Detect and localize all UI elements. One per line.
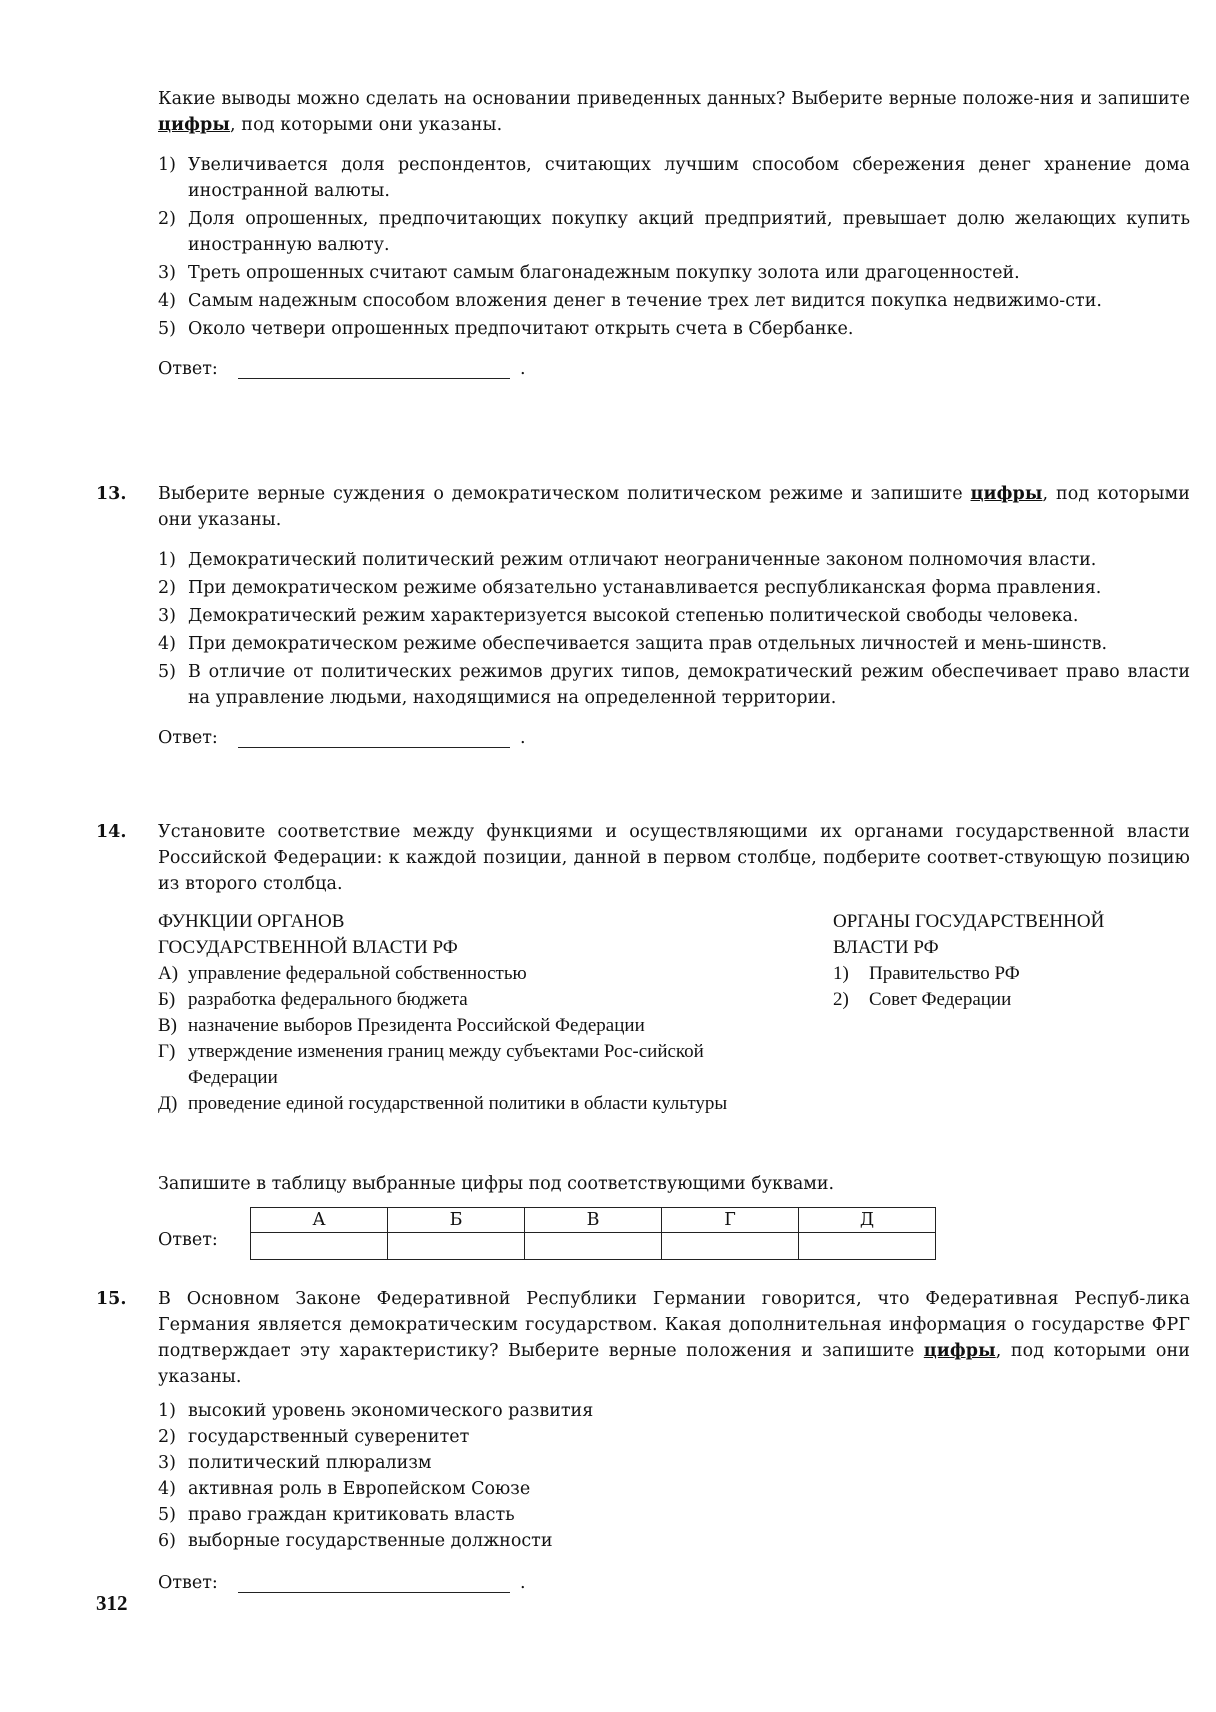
answer-line[interactable] (238, 1592, 510, 1593)
question-14 (158, 819, 1190, 1269)
answer-label: Ответ: (158, 728, 218, 748)
item-letter: Г) (158, 1041, 176, 1062)
q15-keyword: цифры (923, 1341, 996, 1361)
function-item (158, 1013, 793, 1039)
q12-option (158, 260, 1190, 286)
q13-option (158, 603, 1190, 629)
answer-label: Ответ: (158, 1573, 218, 1593)
q15-options (158, 1398, 1190, 1554)
answer-table-header: Г (662, 1208, 799, 1233)
option-text: Треть опрошенных считают самым благонадежным покупку золота или драгоценностей. (188, 263, 1020, 283)
q13-option (158, 659, 1190, 711)
q14-matching-columns (158, 909, 1190, 1161)
answer-table-header: В (525, 1208, 662, 1233)
option-number: 5) (158, 319, 176, 339)
answer-line[interactable] (238, 747, 510, 748)
answer-table-header: Б (388, 1208, 525, 1233)
option-number: 6) (158, 1531, 176, 1551)
q12-option (158, 288, 1190, 314)
q13-intro (158, 481, 1190, 533)
item-text: назначение выборов Президента Российской Федерации (188, 1015, 645, 1036)
option-text: Демократический политический режим отличают неограниченные законом полномочия власти. (188, 550, 1097, 570)
option-text: При демократическом режиме обязательно устанавливается республиканская форма правления. (188, 578, 1102, 598)
item-text: Правительство РФ (869, 963, 1020, 984)
answer-table-header-row (251, 1208, 936, 1233)
option-number: 3) (158, 606, 176, 626)
q14-answer (158, 1207, 1190, 1269)
item-text: разработка федерального бюджета (188, 989, 468, 1010)
item-text: Совет Федерации (869, 989, 1012, 1010)
functions-heading-line-2: ГОСУДАРСТВЕННОЙ ВЛАСТИ РФ (158, 937, 458, 958)
organs-list (833, 961, 1193, 1013)
answer-cell[interactable] (662, 1233, 799, 1260)
q15-number: 15. (96, 1289, 127, 1309)
q12-answer (158, 356, 1190, 386)
option-number: 2) (158, 578, 176, 598)
function-item (158, 1039, 793, 1091)
q12-options (158, 152, 1190, 342)
answer-dot: . (520, 728, 526, 748)
option-number: 5) (158, 1505, 176, 1525)
option-number: 1) (158, 550, 176, 570)
functions-list (158, 961, 793, 1117)
q13-intro-text: Выберите верные суждения о демократическом политическом режиме и запишите (158, 484, 963, 504)
option-text: высокий уровень экономического развития (188, 1401, 594, 1421)
q15-option (158, 1502, 1190, 1528)
function-item (158, 987, 793, 1013)
functions-heading-line-1: ФУНКЦИИ ОРГАНОВ (158, 911, 345, 932)
option-number: 4) (158, 634, 176, 654)
option-text: Самым надежным способом вложения денег в течение трех лет видится покупка недвижимо-сти. (188, 291, 1102, 311)
q14-instruction: Запишите в таблицу выбранные цифры под соответствующими буквами. (158, 1174, 835, 1194)
item-number: 1) (833, 963, 849, 984)
item-text: утверждение изменения границ между субъектами Рос-сийской Федерации (188, 1041, 704, 1088)
q15-option (158, 1528, 1190, 1554)
option-number: 4) (158, 1479, 176, 1499)
answer-table-header: А (251, 1208, 388, 1233)
answer-label: Ответ: (158, 359, 218, 379)
q14-organs-column (833, 909, 1193, 1013)
option-number: 3) (158, 263, 176, 283)
option-text: Доля опрошенных, предпочитающих покупку акций предприятий, превышает долю желающих купить иностранную валюту. (188, 209, 1190, 255)
option-text: политический плюрализм (188, 1453, 432, 1473)
q14-functions-column (158, 909, 793, 1117)
option-number: 2) (158, 1427, 176, 1447)
q15-option (158, 1424, 1190, 1450)
item-letter: Б) (158, 989, 176, 1010)
q12-option (158, 316, 1190, 342)
q13-option (158, 575, 1190, 601)
item-text: проведение единой государственной политики в области культуры (188, 1093, 728, 1114)
q13-options (158, 547, 1190, 711)
organ-item (833, 961, 1193, 987)
q12-option (158, 152, 1190, 204)
q13-number: 13. (96, 484, 127, 504)
q15-intro-text: В Основном Законе Федеративной Республики Германии говорится, что Федеративная Респуб-лика Германия является демократическим государством. Какая дополнительная информация о государстве ФРГ подтверждает эту характеристику? Выберите верные положения и запишите (158, 1289, 1190, 1361)
option-text: Демократический режим характеризуется высокой степенью политической свободы человека. (188, 606, 1079, 626)
question-12 (158, 86, 1190, 386)
q12-intro-tail: , под которыми они указаны. (229, 115, 503, 135)
option-number: 1) (158, 155, 176, 175)
q12-keyword: цифры (158, 115, 230, 135)
function-item (158, 1091, 793, 1117)
organs-heading-line-2: ВЛАСТИ РФ (833, 937, 939, 958)
answer-cell[interactable] (525, 1233, 662, 1260)
option-number: 3) (158, 1453, 176, 1473)
answer-label: Ответ: (158, 1230, 218, 1250)
answer-cell[interactable] (251, 1233, 388, 1260)
q15-option (158, 1476, 1190, 1502)
q13-keyword: цифры (970, 484, 1043, 504)
answer-table (250, 1207, 936, 1260)
question-13 (158, 481, 1190, 755)
q15-intro-tail: , под которыми они указаны. (158, 1341, 1190, 1387)
option-text: право граждан критиковать власть (188, 1505, 515, 1525)
option-number: 5) (158, 662, 176, 682)
option-text: При демократическом режиме обеспечивается защита прав отдельных личностей и мень-шинств. (188, 634, 1108, 654)
item-letter: В) (158, 1015, 177, 1036)
page-number: 312 (96, 1591, 128, 1615)
q13-option (158, 631, 1190, 657)
option-number: 4) (158, 291, 176, 311)
option-text: Увеличивается доля респондентов, считающих лучшим способом сбережения денег хранение дома иностранной валюты. (188, 155, 1190, 201)
q13-option (158, 547, 1190, 573)
item-text: управление федеральной собственностью (188, 963, 527, 984)
option-text: государственный суверенитет (188, 1427, 470, 1447)
q15-answer (158, 1570, 1190, 1600)
q14-number: 14. (96, 822, 127, 842)
option-number: 1) (158, 1401, 176, 1421)
q15-intro (158, 1286, 1190, 1390)
q15-option (158, 1450, 1190, 1476)
answer-line[interactable] (238, 378, 510, 379)
answer-dot: . (520, 359, 526, 379)
item-number: 2) (833, 989, 849, 1010)
q13-answer (158, 725, 1190, 755)
item-letter: Д) (158, 1093, 178, 1114)
question-15 (158, 1286, 1190, 1600)
q13-intro-tail: , под которыми они указаны. (158, 484, 1190, 530)
q12-intro-text: Какие выводы можно сделать на основании приведенных данных? Выберите верные положе-ния и запишите (158, 89, 1190, 109)
q12-option (158, 206, 1190, 258)
answer-table-header: Д (799, 1208, 936, 1233)
option-text: активная роль в Европейском Союзе (188, 1479, 531, 1499)
function-item (158, 961, 793, 987)
option-text: выборные государственные должности (188, 1531, 553, 1551)
item-letter: А) (158, 963, 179, 984)
organs-heading-line-1: ОРГАНЫ ГОСУДАРСТВЕННОЙ (833, 911, 1105, 932)
organ-item (833, 987, 1193, 1013)
answer-dot: . (520, 1573, 526, 1593)
q12-intro (158, 86, 1190, 138)
q14-intro: Установите соответствие между функциями и осуществляющими их органами государственной власти Российской Федерации: к каждой позиции, данной в первом столбце, подберите соответ-ствующую позицию из второго столбца. (158, 822, 1190, 894)
answer-table-input-row (251, 1233, 936, 1260)
answer-cell[interactable] (799, 1233, 936, 1260)
answer-cell[interactable] (388, 1233, 525, 1260)
option-text: Около четвери опрошенных предпочитают открыть счета в Сбербанке. (188, 319, 854, 339)
q15-option (158, 1398, 1190, 1424)
option-text: В отличие от политических режимов других типов, демократический режим обеспечивает право власти на управление людьми, находящимися на определенной территории. (188, 662, 1190, 708)
option-number: 2) (158, 209, 176, 229)
